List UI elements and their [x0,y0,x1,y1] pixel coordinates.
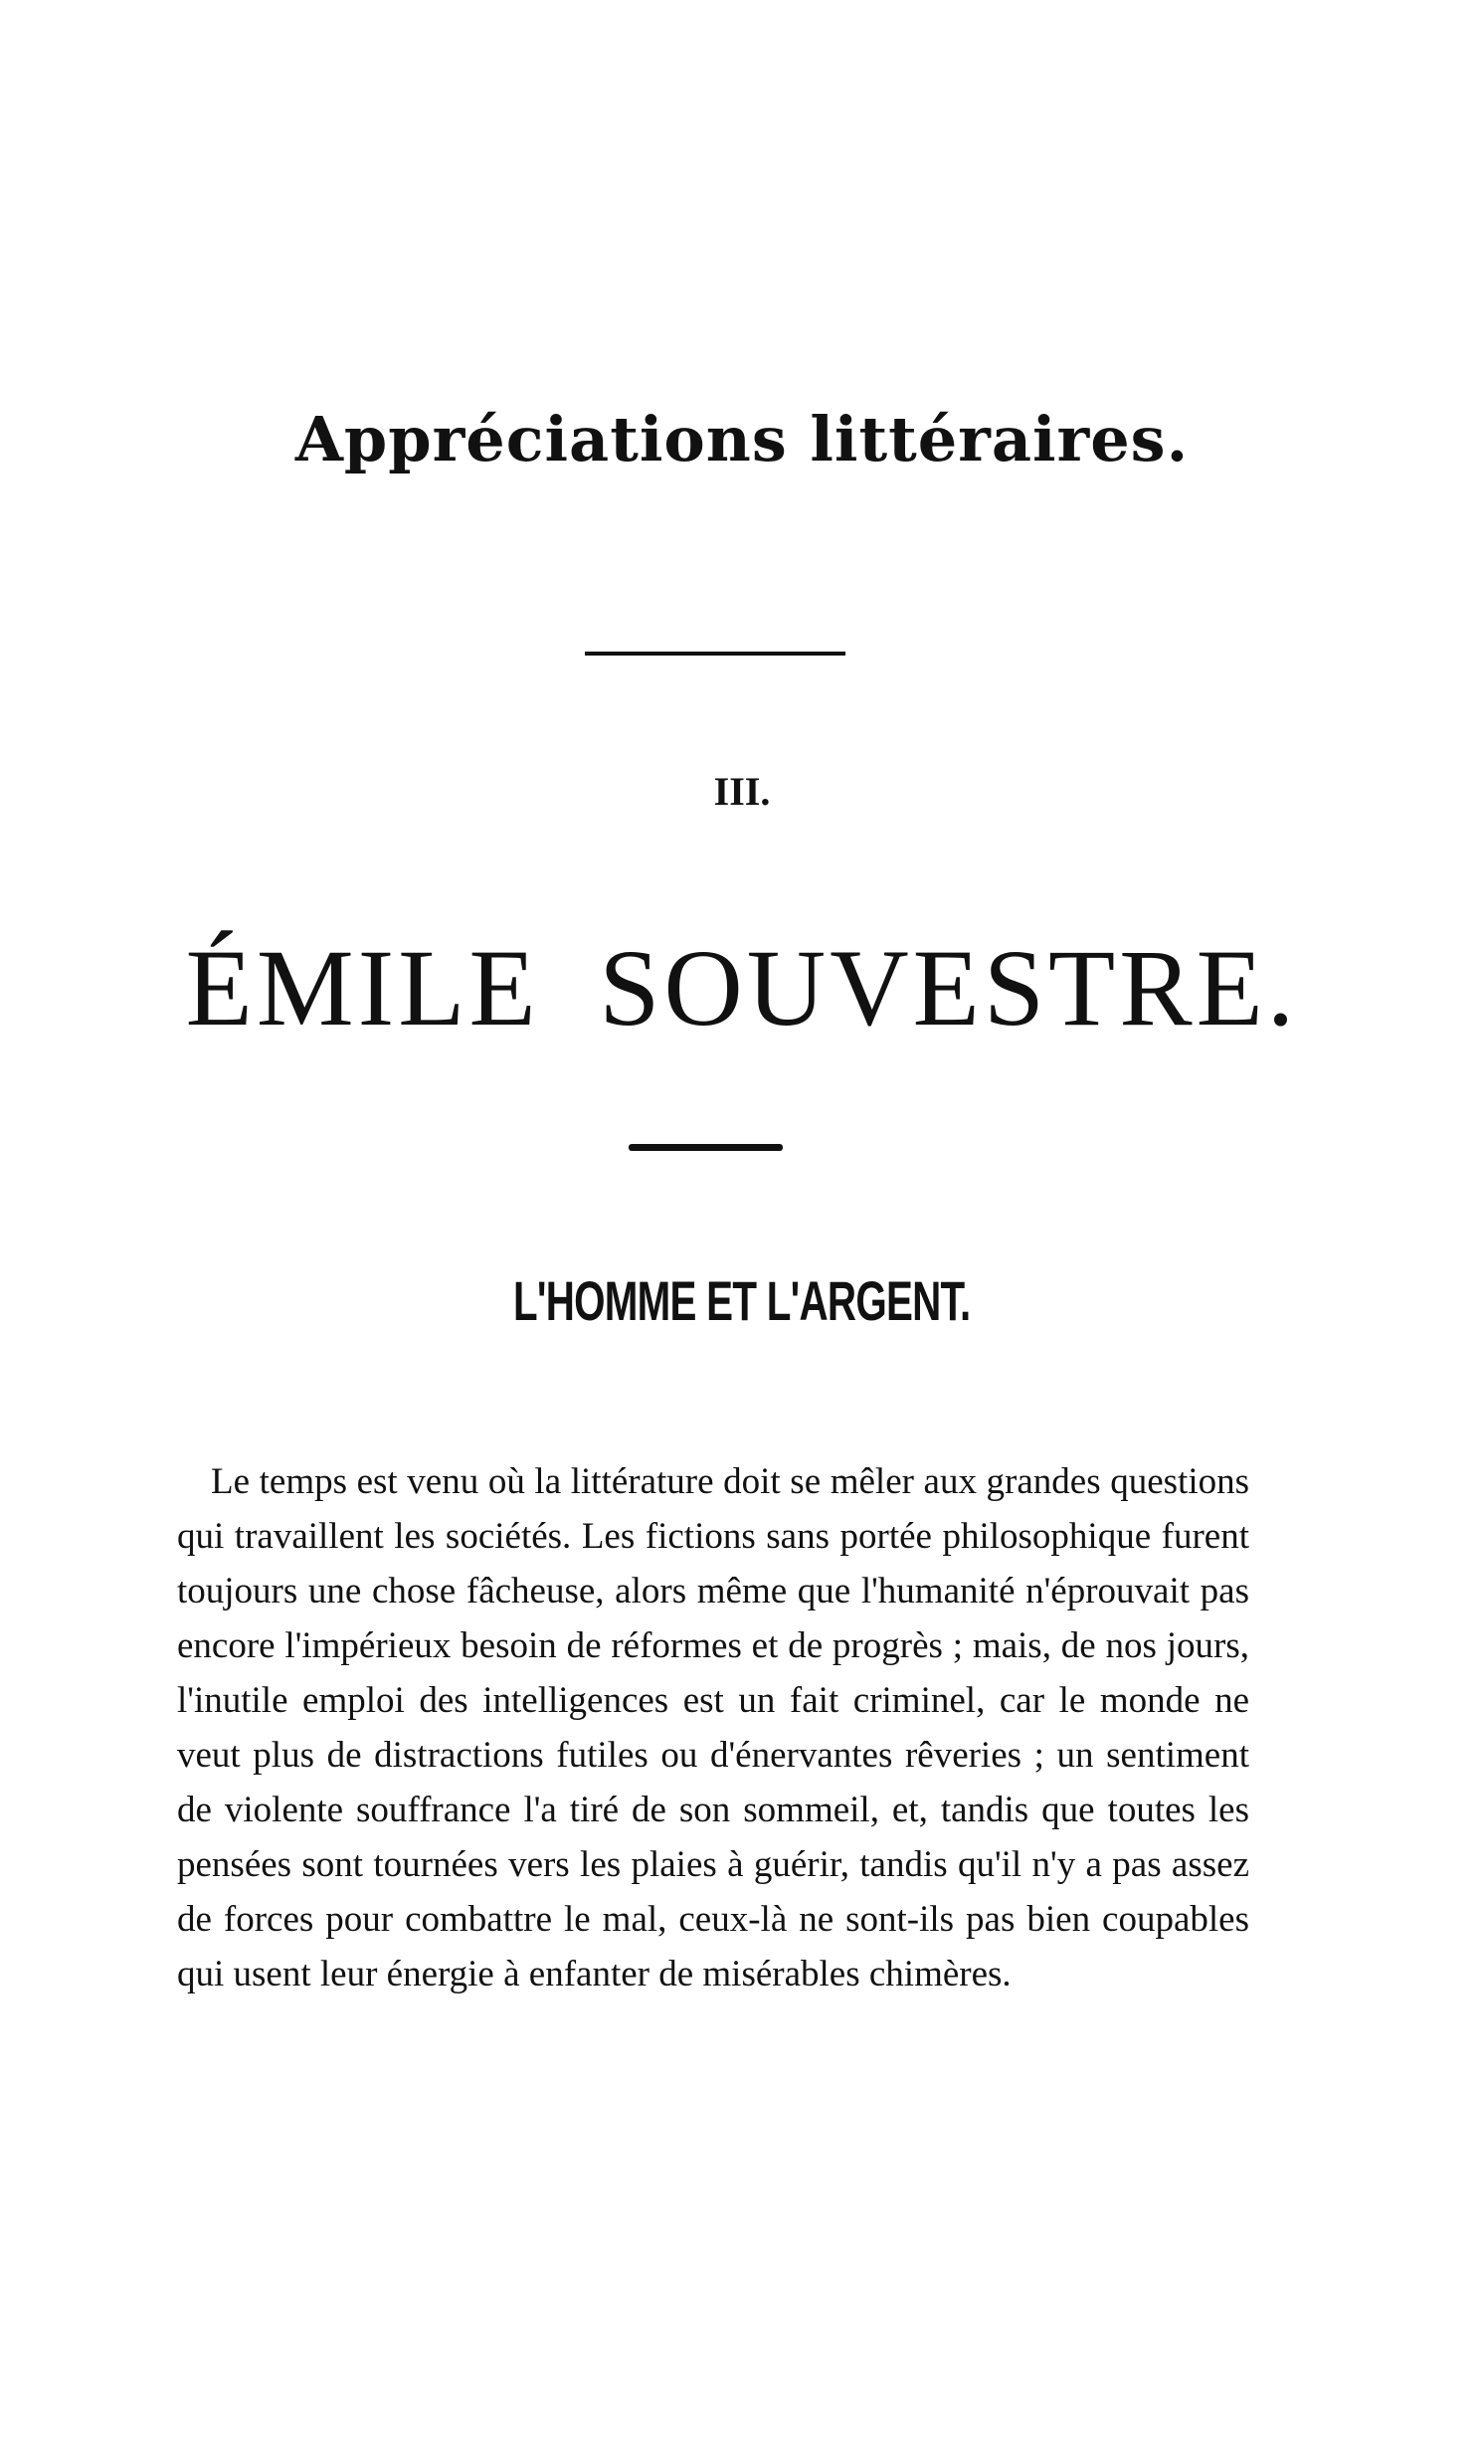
divider-rule [585,652,845,656]
running-head: Appréciations littéraires. [294,403,1190,475]
section-number: III. [713,769,771,814]
author-heading: ÉMILE SOUVESTRE. [185,927,1299,1048]
ornamental-rule [629,1144,783,1151]
body-paragraph: Le temps est venu où la littérature doit se mêler aux grandes questions qui travaillent les sociétés. Les fictions sans portée philosophique furent toujours une chose fâcheuse, alors même que l'humanité n'éprouvait pas encore l'impérieux besoin de réformes et de progrès ; mais, de nos jours, l'inutile emploi des intelligences est un fait criminel, car le monde ne veut plus de distractions futiles ou d'énervantes rêveries ; un sentiment de violente souffrance l'a tiré de son sommeil, et, tandis que toutes les pensées sont tournées vers les plaies à guérir, tandis qu'il n'y a pas assez de forces pour combattre le mal, ceux-là ne sont-ils pas bien coupables qui usent leur énergie à enfanter de misérables chimères. [177,1461,1249,1994]
work-title: L'HOMME ET L'ARGENT. [512,1269,971,1332]
